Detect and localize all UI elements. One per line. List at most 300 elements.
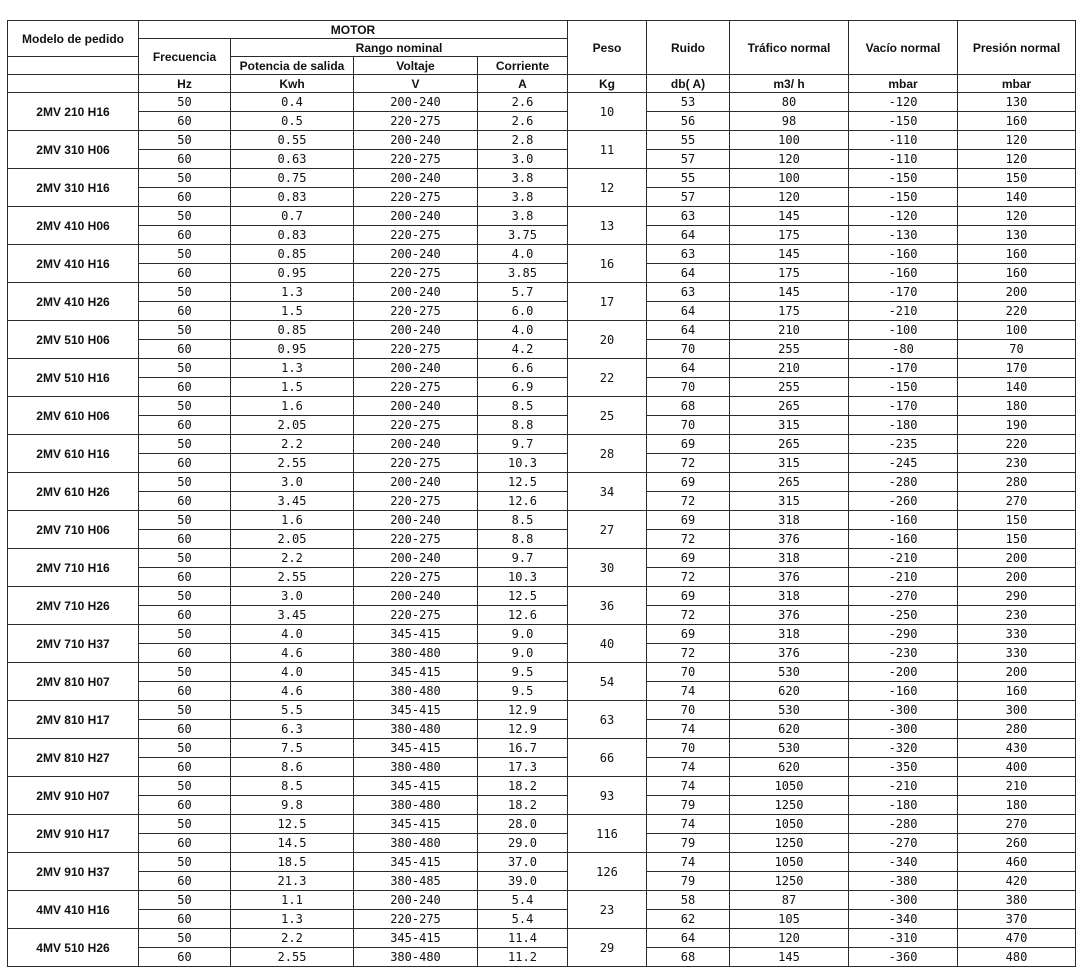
table-row <box>8 207 1076 226</box>
vacio-cell: -300 <box>849 891 958 910</box>
voltaje-cell: 200-240 <box>354 93 478 112</box>
voltaje-cell: 220-275 <box>354 454 478 473</box>
ruido-cell: 69 <box>647 587 730 606</box>
vacio-cell: -210 <box>849 549 958 568</box>
ruido-cell: 64 <box>647 929 730 948</box>
presion-cell: 160 <box>958 264 1076 283</box>
voltaje-cell: 200-240 <box>354 473 478 492</box>
table-row <box>8 853 1076 872</box>
voltaje-cell: 200-240 <box>354 359 478 378</box>
presion-cell: 150 <box>958 169 1076 188</box>
corriente-cell: 3.75 <box>478 226 568 245</box>
ruido-cell: 70 <box>647 416 730 435</box>
model-name-cell: 2MV 510 H16 <box>8 359 139 397</box>
voltaje-cell: 380-480 <box>354 834 478 853</box>
table-row <box>8 530 1076 549</box>
frecuencia-cell: 50 <box>139 663 231 682</box>
vacio-cell: -150 <box>849 188 958 207</box>
vacio-cell: -350 <box>849 758 958 777</box>
peso-cell: 17 <box>568 283 647 321</box>
trafico-cell: 120 <box>730 150 849 169</box>
trafico-cell: 530 <box>730 701 849 720</box>
peso-cell: 36 <box>568 587 647 625</box>
table-row <box>8 264 1076 283</box>
ruido-cell: 72 <box>647 454 730 473</box>
voltaje-cell: 220-275 <box>354 188 478 207</box>
table-row <box>8 758 1076 777</box>
vacio-cell: -170 <box>849 283 958 302</box>
potencia-cell: 4.6 <box>231 682 354 701</box>
header-modelo: Modelo de pedido <box>8 21 139 57</box>
peso-cell: 116 <box>568 815 647 853</box>
frecuencia-cell: 60 <box>139 568 231 587</box>
presion-cell: 220 <box>958 435 1076 454</box>
table-row <box>8 796 1076 815</box>
table-row <box>8 454 1076 473</box>
table-row <box>8 891 1076 910</box>
presion-cell: 400 <box>958 758 1076 777</box>
frecuencia-cell: 60 <box>139 378 231 397</box>
trafico-cell: 210 <box>730 321 849 340</box>
peso-cell: 126 <box>568 853 647 891</box>
table-row <box>8 131 1076 150</box>
presion-cell: 130 <box>958 226 1076 245</box>
frecuencia-cell: 60 <box>139 834 231 853</box>
header-potencia: Potencia de salida <box>231 57 354 75</box>
table-row <box>8 834 1076 853</box>
vacio-cell: -160 <box>849 511 958 530</box>
potencia-cell: 0.7 <box>231 207 354 226</box>
table-row <box>8 663 1076 682</box>
corriente-cell: 8.5 <box>478 511 568 530</box>
frecuencia-cell: 50 <box>139 169 231 188</box>
corriente-cell: 9.0 <box>478 625 568 644</box>
corriente-cell: 29.0 <box>478 834 568 853</box>
voltaje-cell: 380-485 <box>354 872 478 891</box>
model-name-cell: 2MV 310 H16 <box>8 169 139 207</box>
corriente-cell: 28.0 <box>478 815 568 834</box>
frecuencia-cell: 50 <box>139 549 231 568</box>
frecuencia-cell: 50 <box>139 131 231 150</box>
unit-trafico: m3/ h <box>730 75 849 93</box>
trafico-cell: 175 <box>730 226 849 245</box>
ruido-cell: 69 <box>647 435 730 454</box>
header-corriente: Corriente <box>478 57 568 75</box>
presion-cell: 280 <box>958 473 1076 492</box>
frecuencia-cell: 60 <box>139 302 231 321</box>
potencia-cell: 4.0 <box>231 625 354 644</box>
ruido-cell: 74 <box>647 720 730 739</box>
presion-cell: 200 <box>958 663 1076 682</box>
potencia-cell: 3.0 <box>231 473 354 492</box>
voltaje-cell: 200-240 <box>354 435 478 454</box>
voltaje-cell: 200-240 <box>354 511 478 530</box>
trafico-cell: 175 <box>730 302 849 321</box>
voltaje-cell: 220-275 <box>354 340 478 359</box>
corriente-cell: 8.8 <box>478 416 568 435</box>
vacio-cell: -280 <box>849 815 958 834</box>
header-modelo-spacer <box>8 57 139 75</box>
presion-cell: 70 <box>958 340 1076 359</box>
potencia-cell: 5.5 <box>231 701 354 720</box>
potencia-cell: 0.83 <box>231 226 354 245</box>
potencia-cell: 0.75 <box>231 169 354 188</box>
corriente-cell: 8.8 <box>478 530 568 549</box>
peso-cell: 13 <box>568 207 647 245</box>
table-row <box>8 169 1076 188</box>
peso-cell: 10 <box>568 93 647 131</box>
frecuencia-cell: 60 <box>139 112 231 131</box>
potencia-cell: 3.45 <box>231 606 354 625</box>
model-name-cell: 2MV 610 H16 <box>8 435 139 473</box>
trafico-cell: 120 <box>730 188 849 207</box>
voltaje-cell: 220-275 <box>354 302 478 321</box>
model-name-cell: 2MV 710 H06 <box>8 511 139 549</box>
presion-cell: 290 <box>958 587 1076 606</box>
presion-cell: 330 <box>958 644 1076 663</box>
peso-cell: 93 <box>568 777 647 815</box>
vacio-cell: -270 <box>849 834 958 853</box>
corriente-cell: 3.0 <box>478 150 568 169</box>
unit-ruido: db( A) <box>647 75 730 93</box>
potencia-cell: 0.55 <box>231 131 354 150</box>
potencia-cell: 1.3 <box>231 283 354 302</box>
frecuencia-cell: 50 <box>139 93 231 112</box>
vacio-cell: -150 <box>849 378 958 397</box>
potencia-cell: 1.3 <box>231 910 354 929</box>
ruido-cell: 64 <box>647 264 730 283</box>
vacio-cell: -180 <box>849 416 958 435</box>
corriente-cell: 16.7 <box>478 739 568 758</box>
frecuencia-cell: 60 <box>139 226 231 245</box>
voltaje-cell: 200-240 <box>354 397 478 416</box>
model-name-cell: 2MV 210 H16 <box>8 93 139 131</box>
potencia-cell: 2.55 <box>231 454 354 473</box>
corriente-cell: 18.2 <box>478 777 568 796</box>
frecuencia-cell: 50 <box>139 511 231 530</box>
frecuencia-cell: 60 <box>139 910 231 929</box>
vacio-cell: -270 <box>849 587 958 606</box>
corriente-cell: 18.2 <box>478 796 568 815</box>
vacio-cell: -100 <box>849 321 958 340</box>
vacio-cell: -235 <box>849 435 958 454</box>
voltaje-cell: 220-275 <box>354 568 478 587</box>
frecuencia-cell: 50 <box>139 625 231 644</box>
corriente-cell: 4.0 <box>478 321 568 340</box>
trafico-cell: 255 <box>730 378 849 397</box>
presion-cell: 380 <box>958 891 1076 910</box>
ruido-cell: 70 <box>647 378 730 397</box>
presion-cell: 160 <box>958 682 1076 701</box>
trafico-cell: 318 <box>730 587 849 606</box>
table-row <box>8 112 1076 131</box>
presion-cell: 190 <box>958 416 1076 435</box>
header-motor: MOTOR <box>139 21 568 39</box>
potencia-cell: 8.6 <box>231 758 354 777</box>
table-row <box>8 625 1076 644</box>
vacio-cell: -340 <box>849 853 958 872</box>
frecuencia-cell: 60 <box>139 454 231 473</box>
ruido-cell: 64 <box>647 321 730 340</box>
unit-presion: mbar <box>958 75 1076 93</box>
model-name-cell: 2MV 710 H16 <box>8 549 139 587</box>
presion-cell: 220 <box>958 302 1076 321</box>
trafico-cell: 620 <box>730 720 849 739</box>
potencia-cell: 0.95 <box>231 264 354 283</box>
trafico-cell: 265 <box>730 397 849 416</box>
trafico-cell: 98 <box>730 112 849 131</box>
presion-cell: 430 <box>958 739 1076 758</box>
presion-cell: 330 <box>958 625 1076 644</box>
voltaje-cell: 380-480 <box>354 796 478 815</box>
corriente-cell: 12.5 <box>478 587 568 606</box>
voltaje-cell: 220-275 <box>354 492 478 511</box>
potencia-cell: 2.2 <box>231 929 354 948</box>
table-row <box>8 378 1076 397</box>
vacio-cell: -80 <box>849 340 958 359</box>
peso-cell: 23 <box>568 891 647 929</box>
unit-modelo <box>8 75 139 93</box>
corriente-cell: 37.0 <box>478 853 568 872</box>
presion-cell: 230 <box>958 454 1076 473</box>
presion-cell: 420 <box>958 872 1076 891</box>
vacio-cell: -170 <box>849 397 958 416</box>
potencia-cell: 0.4 <box>231 93 354 112</box>
presion-cell: 100 <box>958 321 1076 340</box>
spec-sheet <box>7 20 1075 969</box>
pump-spec-table <box>7 20 1076 967</box>
ruido-cell: 74 <box>647 853 730 872</box>
potencia-cell: 8.5 <box>231 777 354 796</box>
vacio-cell: -130 <box>849 226 958 245</box>
potencia-cell: 2.55 <box>231 568 354 587</box>
vacio-cell: -150 <box>849 112 958 131</box>
potencia-cell: 0.85 <box>231 245 354 264</box>
ruido-cell: 74 <box>647 777 730 796</box>
vacio-cell: -150 <box>849 169 958 188</box>
voltaje-cell: 380-480 <box>354 720 478 739</box>
frecuencia-cell: 50 <box>139 929 231 948</box>
trafico-cell: 376 <box>730 606 849 625</box>
corriente-cell: 3.8 <box>478 188 568 207</box>
peso-cell: 11 <box>568 131 647 169</box>
table-row <box>8 701 1076 720</box>
presion-cell: 120 <box>958 150 1076 169</box>
corriente-cell: 2.6 <box>478 112 568 131</box>
table-row <box>8 302 1076 321</box>
ruido-cell: 69 <box>647 549 730 568</box>
vacio-cell: -210 <box>849 777 958 796</box>
voltaje-cell: 220-275 <box>354 150 478 169</box>
trafico-cell: 1050 <box>730 815 849 834</box>
presion-cell: 150 <box>958 511 1076 530</box>
unit-frecuencia: Hz <box>139 75 231 93</box>
corriente-cell: 2.6 <box>478 93 568 112</box>
ruido-cell: 72 <box>647 568 730 587</box>
ruido-cell: 72 <box>647 492 730 511</box>
potencia-cell: 4.0 <box>231 663 354 682</box>
presion-cell: 180 <box>958 397 1076 416</box>
vacio-cell: -320 <box>849 739 958 758</box>
potencia-cell: 2.2 <box>231 435 354 454</box>
model-name-cell: 2MV 410 H26 <box>8 283 139 321</box>
frecuencia-cell: 50 <box>139 739 231 758</box>
potencia-cell: 0.95 <box>231 340 354 359</box>
model-name-cell: 2MV 810 H17 <box>8 701 139 739</box>
model-name-cell: 2MV 410 H16 <box>8 245 139 283</box>
trafico-cell: 1250 <box>730 796 849 815</box>
ruido-cell: 79 <box>647 872 730 891</box>
potencia-cell: 3.45 <box>231 492 354 511</box>
ruido-cell: 68 <box>647 948 730 967</box>
potencia-cell: 1.5 <box>231 302 354 321</box>
ruido-cell: 63 <box>647 283 730 302</box>
ruido-cell: 70 <box>647 340 730 359</box>
header-row-1 <box>8 21 1076 39</box>
vacio-cell: -260 <box>849 492 958 511</box>
table-row <box>8 606 1076 625</box>
corriente-cell: 39.0 <box>478 872 568 891</box>
corriente-cell: 6.9 <box>478 378 568 397</box>
table-row <box>8 340 1076 359</box>
corriente-cell: 10.3 <box>478 568 568 587</box>
voltaje-cell: 380-480 <box>354 948 478 967</box>
frecuencia-cell: 60 <box>139 340 231 359</box>
trafico-cell: 145 <box>730 245 849 264</box>
frecuencia-cell: 60 <box>139 948 231 967</box>
corriente-cell: 9.0 <box>478 644 568 663</box>
table-row <box>8 226 1076 245</box>
presion-cell: 120 <box>958 207 1076 226</box>
table-row <box>8 549 1076 568</box>
vacio-cell: -300 <box>849 720 958 739</box>
peso-cell: 34 <box>568 473 647 511</box>
peso-cell: 25 <box>568 397 647 435</box>
table-row <box>8 188 1076 207</box>
potencia-cell: 1.6 <box>231 397 354 416</box>
voltaje-cell: 345-415 <box>354 815 478 834</box>
voltaje-cell: 380-480 <box>354 758 478 777</box>
presion-cell: 470 <box>958 929 1076 948</box>
frecuencia-cell: 50 <box>139 435 231 454</box>
vacio-cell: -160 <box>849 245 958 264</box>
ruido-cell: 72 <box>647 644 730 663</box>
trafico-cell: 315 <box>730 416 849 435</box>
header-vacio: Vacío normal <box>849 21 958 75</box>
potencia-cell: 2.2 <box>231 549 354 568</box>
voltaje-cell: 200-240 <box>354 207 478 226</box>
presion-cell: 210 <box>958 777 1076 796</box>
corriente-cell: 5.7 <box>478 283 568 302</box>
model-name-cell: 4MV 510 H26 <box>8 929 139 967</box>
units-row <box>8 75 1076 93</box>
voltaje-cell: 345-415 <box>354 777 478 796</box>
potencia-cell: 9.8 <box>231 796 354 815</box>
ruido-cell: 63 <box>647 245 730 264</box>
peso-cell: 29 <box>568 929 647 967</box>
voltaje-cell: 380-480 <box>354 644 478 663</box>
table-row <box>8 150 1076 169</box>
table-row <box>8 321 1076 340</box>
ruido-cell: 69 <box>647 625 730 644</box>
presion-cell: 200 <box>958 568 1076 587</box>
table-row <box>8 245 1076 264</box>
potencia-cell: 0.63 <box>231 150 354 169</box>
voltaje-cell: 200-240 <box>354 549 478 568</box>
corriente-cell: 17.3 <box>478 758 568 777</box>
table-row <box>8 948 1076 967</box>
trafico-cell: 265 <box>730 435 849 454</box>
potencia-cell: 12.5 <box>231 815 354 834</box>
frecuencia-cell: 60 <box>139 872 231 891</box>
trafico-cell: 145 <box>730 283 849 302</box>
corriente-cell: 11.4 <box>478 929 568 948</box>
ruido-cell: 68 <box>647 397 730 416</box>
corriente-cell: 3.85 <box>478 264 568 283</box>
presion-cell: 160 <box>958 245 1076 264</box>
trafico-cell: 80 <box>730 93 849 112</box>
trafico-cell: 315 <box>730 454 849 473</box>
peso-cell: 16 <box>568 245 647 283</box>
voltaje-cell: 200-240 <box>354 891 478 910</box>
potencia-cell: 21.3 <box>231 872 354 891</box>
frecuencia-cell: 50 <box>139 587 231 606</box>
ruido-cell: 70 <box>647 739 730 758</box>
vacio-cell: -310 <box>849 929 958 948</box>
vacio-cell: -110 <box>849 131 958 150</box>
trafico-cell: 376 <box>730 644 849 663</box>
corriente-cell: 6.6 <box>478 359 568 378</box>
trafico-cell: 530 <box>730 663 849 682</box>
header-voltaje: Voltaje <box>354 57 478 75</box>
trafico-cell: 87 <box>730 891 849 910</box>
potencia-cell: 7.5 <box>231 739 354 758</box>
frecuencia-cell: 50 <box>139 283 231 302</box>
vacio-cell: -160 <box>849 682 958 701</box>
voltaje-cell: 220-275 <box>354 606 478 625</box>
potencia-cell: 1.5 <box>231 378 354 397</box>
voltaje-cell: 200-240 <box>354 245 478 264</box>
frecuencia-cell: 50 <box>139 245 231 264</box>
trafico-cell: 255 <box>730 340 849 359</box>
ruido-cell: 62 <box>647 910 730 929</box>
ruido-cell: 57 <box>647 150 730 169</box>
ruido-cell: 57 <box>647 188 730 207</box>
trafico-cell: 175 <box>730 264 849 283</box>
table-body <box>8 93 1076 967</box>
peso-cell: 12 <box>568 169 647 207</box>
ruido-cell: 55 <box>647 131 730 150</box>
model-name-cell: 2MV 310 H06 <box>8 131 139 169</box>
peso-cell: 22 <box>568 359 647 397</box>
table-row <box>8 397 1076 416</box>
frecuencia-cell: 60 <box>139 492 231 511</box>
table-row <box>8 359 1076 378</box>
presion-cell: 140 <box>958 378 1076 397</box>
ruido-cell: 79 <box>647 834 730 853</box>
header-peso: Peso <box>568 21 647 75</box>
header-trafico: Tráfico normal <box>730 21 849 75</box>
peso-cell: 27 <box>568 511 647 549</box>
presion-cell: 170 <box>958 359 1076 378</box>
corriente-cell: 12.9 <box>478 720 568 739</box>
ruido-cell: 55 <box>647 169 730 188</box>
frecuencia-cell: 60 <box>139 264 231 283</box>
corriente-cell: 2.8 <box>478 131 568 150</box>
table-header <box>8 21 1076 93</box>
frecuencia-cell: 50 <box>139 701 231 720</box>
peso-cell: 40 <box>568 625 647 663</box>
